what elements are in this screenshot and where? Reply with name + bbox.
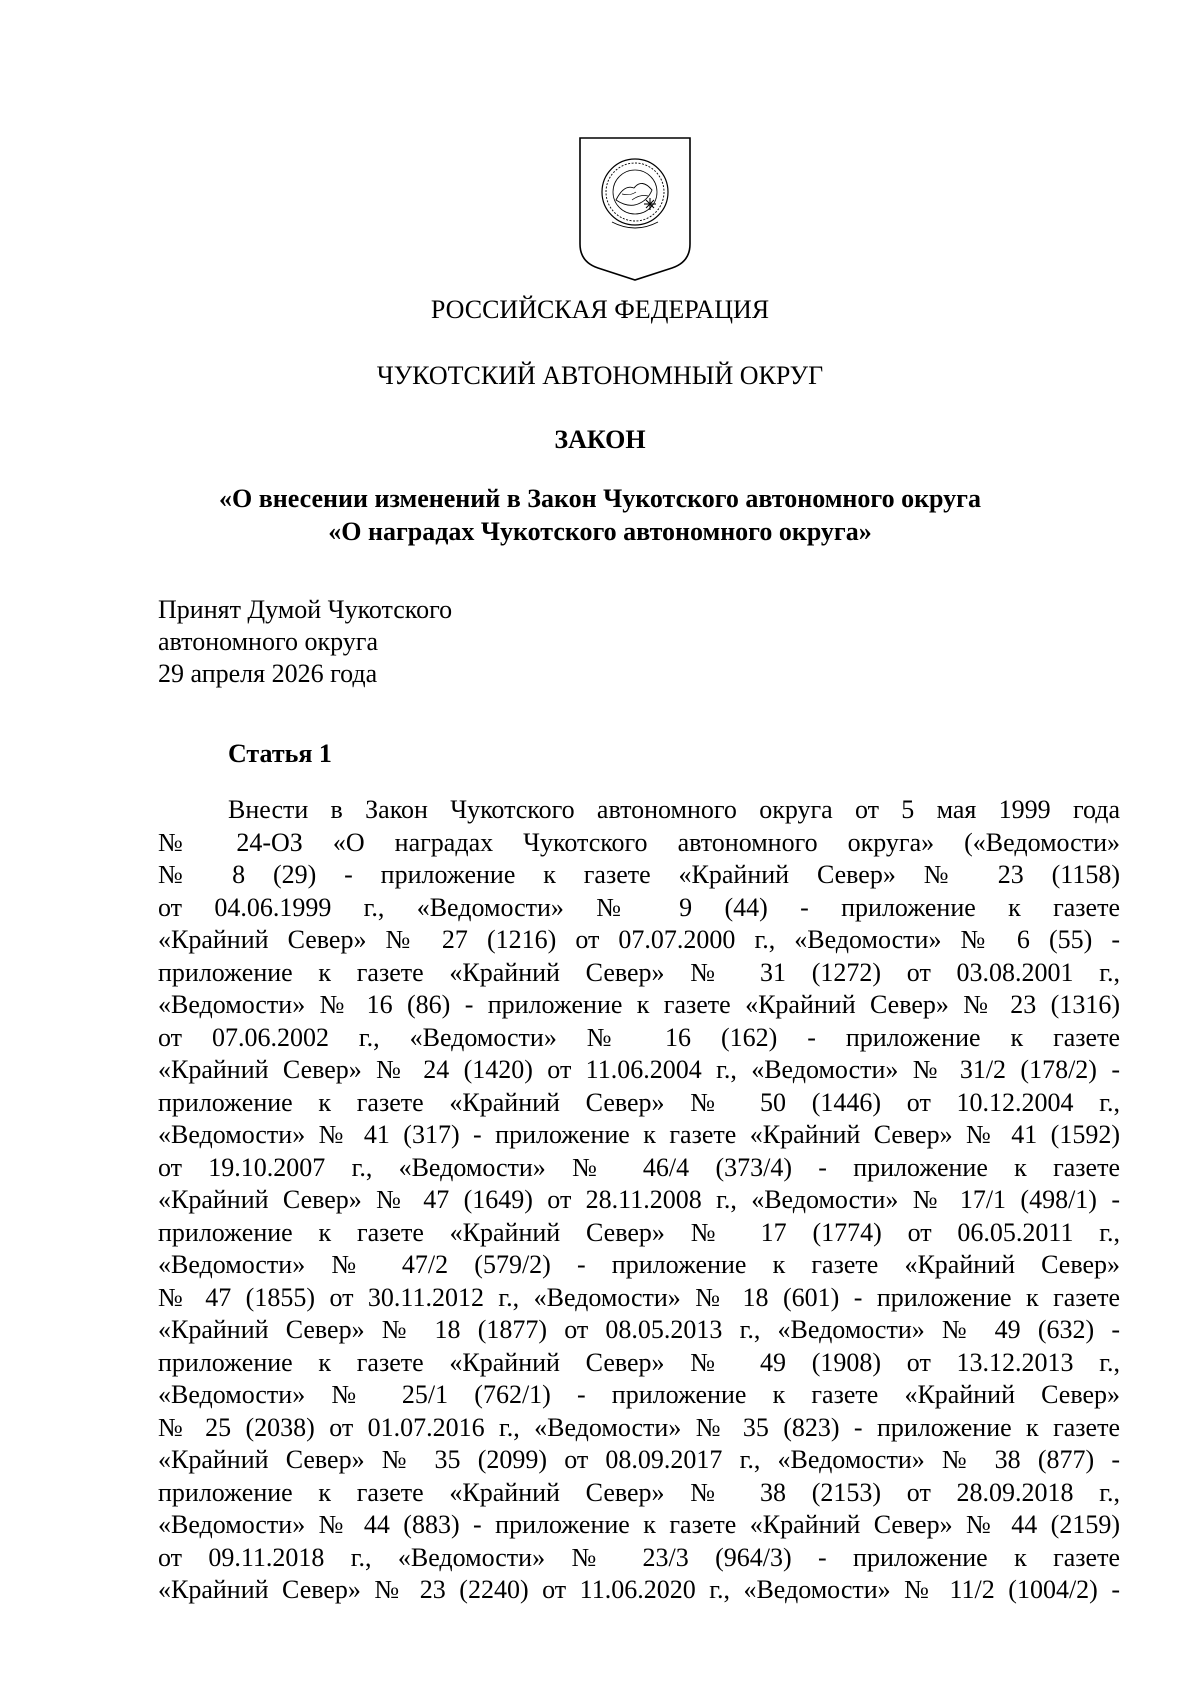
body-line: № 47 (1855) от 30.11.2012 г., «Ведомости» № 18 (601) - приложение к газете (158, 1282, 1120, 1312)
body-line: № 8 (29) - приложение к газете «Крайний Север» № 23 (1158) (158, 860, 1120, 889)
country-name: РОССИЙСКАЯ ФЕДЕРАЦИЯ (430, 295, 770, 324)
article-heading: Статья 1 (228, 739, 332, 768)
body-line: «Крайний Север» № 23 (2240) от 11.06.2020 г., «Ведомости» № 11/2 (1004/2) - (158, 1575, 1120, 1604)
article-body (158, 794, 1120, 1607)
document-type: ЗАКОН (554, 425, 646, 454)
body-line: от 19.10.2007 г., «Ведомости» № 46/4 (373/4) - приложение к газете (158, 1152, 1120, 1182)
body-line: «Крайний Север» № 24 (1420) от 11.06.2004 г., «Ведомости» № 31/2 (178/2) - (158, 1055, 1120, 1084)
region-name: ЧУКОТСКИЙ АВТОНОМНЫЙ ОКРУГ (376, 361, 824, 390)
body-line: Внести в Закон Чукотского автономного округа от 5 мая 1999 года (228, 795, 1120, 824)
coat-of-arms-emblem (576, 134, 694, 282)
adoption-info (158, 594, 452, 690)
law-title-line-2: «О наградах Чукотского автономного округа» (328, 517, 872, 546)
body-line: «Ведомости» № 44 (883) - приложение к газете «Крайний Север» № 44 (2159) (158, 1510, 1120, 1539)
body-line: от 07.06.2002 г., «Ведомости» № 16 (162) - приложение к газете (158, 1022, 1120, 1052)
body-line: от 04.06.1999 г., «Ведомости» № 9 (44) - приложение к газете (158, 892, 1120, 922)
body-line: приложение к газете «Крайний Север» № 50 (1446) от 10.12.2004 г., (158, 1087, 1120, 1117)
adoption-line: автономного округа (158, 627, 378, 656)
body-line: № 25 (2038) от 01.07.2016 г., «Ведомости» № 35 (823) - приложение к газете (158, 1412, 1120, 1442)
body-line: «Ведомости» № 41 (317) - приложение к газете «Крайний Север» № 41 (1592) (158, 1120, 1120, 1149)
body-line: «Крайний Север» № 27 (1216) от 07.07.2000 г., «Ведомости» № 6 (55) - (158, 925, 1120, 954)
body-line: приложение к газете «Крайний Север» № 31 (1272) от 03.08.2001 г., (158, 957, 1120, 987)
body-line: приложение к газете «Крайний Север» № 38 (2153) от 28.09.2018 г., (158, 1477, 1120, 1507)
body-line: приложение к газете «Крайний Север» № 49 (1908) от 13.12.2013 г., (158, 1347, 1120, 1377)
body-line: «Ведомости» № 47/2 (579/2) - приложение к газете «Крайний Север» (158, 1250, 1120, 1279)
body-line: «Крайний Север» № 35 (2099) от 08.09.2017 г., «Ведомости» № 38 (877) - (158, 1445, 1120, 1474)
body-line: «Ведомости» № 25/1 (762/1) - приложение к газете «Крайний Север» (158, 1380, 1120, 1409)
body-line: № 24-ОЗ «О наградах Чукотского автономного округа» («Ведомости» (158, 827, 1120, 857)
law-title-line-1: «О внесении изменений в Закон Чукотского автономного округа (219, 484, 981, 513)
adoption-date: 29 апреля 2026 года (158, 659, 378, 688)
body-line: приложение к газете «Крайний Север» № 17 (1774) от 06.05.2011 г., (158, 1217, 1120, 1247)
adoption-line: Принят Думой Чукотского (158, 595, 453, 624)
body-line: от 09.11.2018 г., «Ведомости» № 23/3 (964/3) - приложение к газете (158, 1542, 1120, 1572)
body-line: «Ведомости» № 16 (86) - приложение к газете «Крайний Север» № 23 (1316) (158, 990, 1120, 1019)
body-line: «Крайний Север» № 47 (1649) от 28.11.2008 г., «Ведомости» № 17/1 (498/1) - (158, 1185, 1120, 1214)
body-line: «Крайний Север» № 18 (1877) от 08.05.2013 г., «Ведомости» № 49 (632) - (158, 1315, 1120, 1344)
